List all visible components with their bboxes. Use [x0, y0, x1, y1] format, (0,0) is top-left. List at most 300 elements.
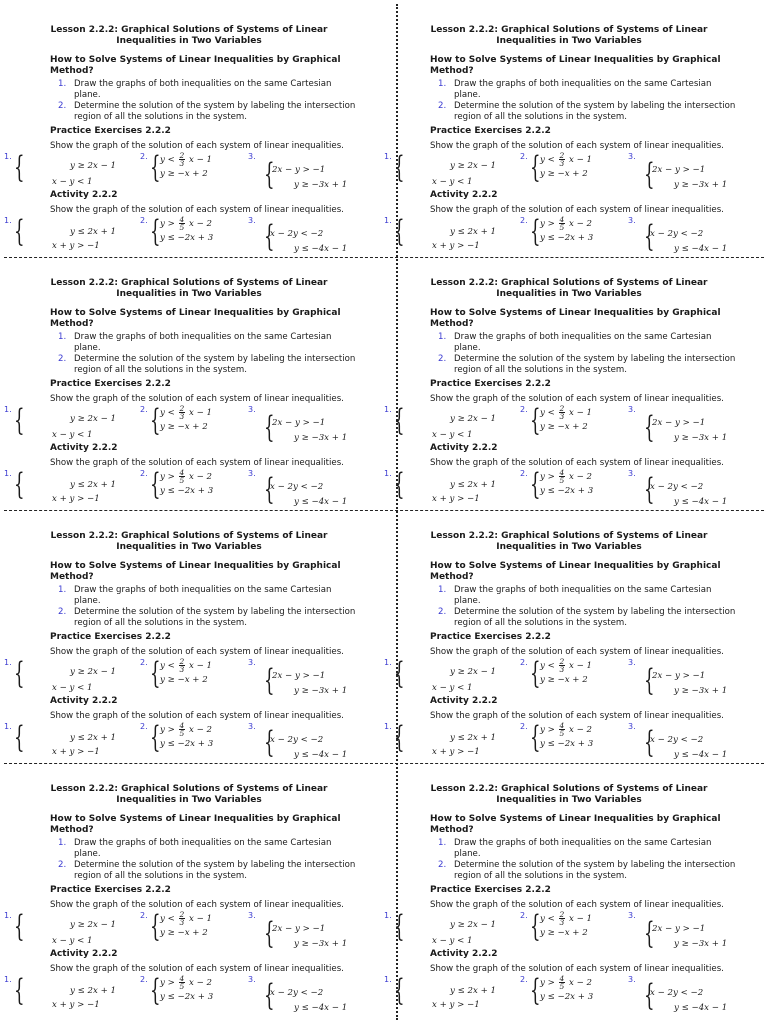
- inequality: x − y < 1: [52, 177, 93, 187]
- item-number: 1.: [4, 469, 12, 478]
- brace: {: [644, 663, 655, 698]
- inequality: y ≤ −4x − 1: [294, 1003, 348, 1013]
- brace: {: [14, 403, 25, 438]
- inequality-part: x − 2: [189, 978, 213, 988]
- method-step: [438, 585, 738, 606]
- step-text: Determine the solution of the system by labeling the intersection region of all the solutions in the system.: [74, 607, 356, 628]
- inequality: x − y < 1: [432, 936, 473, 946]
- practice-system-2: [140, 658, 240, 692]
- fraction-denominator: 5: [559, 729, 565, 738]
- inequality-part: y >: [540, 725, 555, 735]
- inequality-part: y >: [160, 219, 175, 229]
- item-number: 1.: [384, 722, 392, 731]
- activity-system-1: [4, 975, 134, 1009]
- item-number: 1.: [384, 405, 392, 414]
- method-steps: [438, 79, 738, 123]
- inequality-part: y <: [160, 408, 175, 418]
- inequality: y ≤ −4x − 1: [294, 244, 348, 254]
- fraction-denominator: 5: [179, 729, 185, 738]
- practice-heading: Practice Exercises 2.2.2: [50, 379, 171, 389]
- method-step: [438, 354, 738, 375]
- step-text: Draw the graphs of both inequalities on the same Cartesian plane.: [454, 79, 712, 100]
- activity-system-3: [248, 216, 368, 254]
- practice-heading: Practice Exercises 2.2.2: [430, 379, 551, 389]
- practice-system-1: [384, 152, 514, 186]
- brace: {: [150, 720, 161, 755]
- activity-instruction: Show the graph of the solution of each system of linear inequalities.: [50, 964, 344, 974]
- item-number: 2.: [520, 216, 528, 225]
- step-number: 2.: [58, 101, 67, 112]
- brace: {: [530, 214, 541, 249]
- fraction: [179, 911, 186, 926]
- item-number: 1.: [4, 722, 12, 731]
- brace: {: [14, 720, 25, 755]
- fraction: [559, 216, 566, 231]
- method-step: [438, 79, 738, 100]
- practice-system-2: [140, 911, 240, 945]
- fraction: [559, 658, 566, 673]
- brace: {: [530, 909, 541, 944]
- lesson-card: [384, 257, 756, 507]
- inequality: 2x − y > −1: [652, 418, 706, 428]
- step-text: Draw the graphs of both inequalities on the same Cartesian plane.: [454, 838, 712, 859]
- brace: {: [394, 150, 405, 185]
- lesson-title-line: Inequalities in Two Variables: [116, 289, 262, 299]
- lesson-title-line: Lesson 2.2.2: Graphical Solutions of Systems of Linear: [430, 278, 708, 288]
- practice-system-2: [140, 405, 240, 439]
- brace: {: [14, 909, 25, 944]
- step-text: Determine the solution of the system by labeling the intersection region of all the solutions in the system.: [454, 607, 736, 628]
- method-step: [58, 79, 358, 100]
- practice-system-1: [4, 658, 134, 692]
- inequality: y ≥ −x + 2: [160, 675, 208, 685]
- lesson-title-line: Lesson 2.2.2: Graphical Solutions of Systems of Linear: [430, 531, 708, 541]
- item-number: 1.: [4, 911, 12, 920]
- lesson-card: [384, 510, 756, 760]
- item-number: 1.: [4, 152, 12, 161]
- brace: {: [264, 916, 275, 951]
- activity-system-2: [520, 469, 620, 503]
- inequality: y ≤ −2x + 3: [540, 992, 594, 1002]
- inequality-part: y <: [160, 914, 175, 924]
- fraction-numerator: 2: [559, 910, 565, 919]
- practice-system-3: [248, 911, 368, 951]
- inequality-part: y <: [160, 155, 175, 165]
- practice-system-3: [248, 658, 368, 698]
- inequality-part: x − 1: [189, 914, 213, 924]
- inequality-part: x − 2: [569, 219, 593, 229]
- brace: {: [14, 467, 25, 502]
- inequality: x − y < 1: [52, 683, 93, 693]
- brace: {: [530, 973, 541, 1008]
- step-number: 2.: [438, 860, 447, 871]
- step-text: Draw the graphs of both inequalities on the same Cartesian plane.: [74, 332, 332, 353]
- fraction: [179, 405, 186, 420]
- inequality: 2x − y > −1: [272, 418, 326, 428]
- inequality: y ≥ −x + 2: [540, 169, 588, 179]
- item-number: 3.: [628, 216, 636, 225]
- item-number: 1.: [384, 152, 392, 161]
- fraction: [179, 722, 186, 737]
- step-text: Draw the graphs of both inequalities on the same Cartesian plane.: [454, 585, 712, 606]
- lesson-title: [404, 25, 734, 47]
- practice-system-2: [140, 152, 240, 186]
- step-text: Determine the solution of the system by labeling the intersection region of all the solutions in the system.: [454, 101, 736, 122]
- method-steps: [438, 838, 738, 882]
- fraction-numerator: 4: [559, 721, 565, 730]
- item-number: 2.: [140, 405, 148, 414]
- inequality-part: x − 1: [189, 408, 213, 418]
- inequality: y ≤ −2x + 3: [540, 739, 594, 749]
- item-number: 3.: [248, 469, 256, 478]
- inequality: y ≥ −3x + 1: [674, 939, 728, 949]
- inequality-part: x − 1: [569, 661, 593, 671]
- brace: {: [264, 410, 275, 445]
- practice-instruction: Show the graph of the solution of each system of linear inequalities.: [50, 647, 344, 657]
- practice-system-2: [520, 658, 620, 692]
- inequality: 2x − y > −1: [272, 165, 326, 175]
- method-step: [58, 354, 358, 375]
- method-steps: [438, 332, 738, 376]
- brace: {: [394, 467, 405, 502]
- fraction-numerator: 2: [179, 151, 185, 160]
- step-number: 2.: [58, 860, 67, 871]
- inequality: [540, 469, 592, 484]
- method-step: [438, 860, 738, 881]
- inequality: 2x − y > −1: [272, 924, 326, 934]
- item-number: 3.: [628, 405, 636, 414]
- brace: {: [394, 909, 405, 944]
- practice-system-1: [384, 405, 514, 439]
- practice-system-2: [520, 405, 620, 439]
- lesson-title-line: Inequalities in Two Variables: [116, 36, 262, 46]
- inequality-part: y <: [540, 155, 555, 165]
- brace: {: [150, 973, 161, 1008]
- inequality: x + y > −1: [432, 1000, 480, 1010]
- brace: {: [394, 403, 405, 438]
- lesson-title-line: Lesson 2.2.2: Graphical Solutions of Systems of Linear: [50, 784, 328, 794]
- brace: {: [14, 973, 25, 1008]
- inequality: [160, 975, 212, 990]
- fraction-denominator: 5: [559, 982, 565, 991]
- inequality: y ≥ −3x + 1: [674, 433, 728, 443]
- activity-system-2: [140, 216, 240, 250]
- brace: {: [14, 214, 25, 249]
- step-text: Determine the solution of the system by labeling the intersection region of all the solutions in the system.: [74, 860, 356, 881]
- fraction-denominator: 3: [179, 665, 185, 674]
- step-text: Draw the graphs of both inequalities on the same Cartesian plane.: [74, 79, 332, 100]
- lesson-title-line: Inequalities in Two Variables: [116, 795, 262, 805]
- inequality: [540, 216, 592, 231]
- practice-system-3: [248, 152, 368, 192]
- inequality: x − y < 1: [432, 430, 473, 440]
- method-heading: How to Solve Systems of Linear Inequalities by Graphical Method?: [50, 561, 341, 582]
- activity-heading: Activity 2.2.2: [50, 949, 118, 959]
- step-text: Draw the graphs of both inequalities on the same Cartesian plane.: [74, 585, 332, 606]
- fraction-denominator: 3: [559, 159, 565, 168]
- fraction-denominator: 3: [179, 918, 185, 927]
- inequality: [160, 722, 212, 737]
- activity-heading: Activity 2.2.2: [50, 696, 118, 706]
- inequality: [540, 975, 592, 990]
- brace: {: [394, 973, 405, 1008]
- inequality: x − 2y < −2: [270, 735, 324, 745]
- inequality: 2x − y > −1: [652, 924, 706, 934]
- inequality: y ≤ −2x + 3: [160, 739, 214, 749]
- item-number: 2.: [520, 911, 528, 920]
- inequality: x − y < 1: [432, 683, 473, 693]
- inequality: x − 2y < −2: [650, 735, 704, 745]
- step-number: 1.: [438, 838, 447, 848]
- lesson-title-line: Lesson 2.2.2: Graphical Solutions of Systems of Linear: [50, 25, 328, 35]
- step-text: Draw the graphs of both inequalities on the same Cartesian plane.: [74, 838, 332, 859]
- item-number: 3.: [248, 722, 256, 731]
- inequality: x + y > −1: [52, 747, 100, 757]
- lesson-title-line: Lesson 2.2.2: Graphical Solutions of Systems of Linear: [50, 278, 328, 288]
- method-steps: [438, 585, 738, 629]
- fraction-numerator: 4: [179, 468, 185, 477]
- fraction-denominator: 3: [559, 918, 565, 927]
- item-number: 3.: [248, 216, 256, 225]
- inequality: y ≥ −x + 2: [540, 422, 588, 432]
- inequality: y ≥ −3x + 1: [294, 180, 348, 190]
- activity-heading: Activity 2.2.2: [430, 949, 498, 959]
- lesson-title: [24, 531, 354, 553]
- brace: {: [644, 410, 655, 445]
- practice-instruction: Show the graph of the solution of each system of linear inequalities.: [430, 394, 724, 404]
- activity-system-2: [140, 722, 240, 756]
- activity-instruction: Show the graph of the solution of each system of linear inequalities.: [50, 205, 344, 215]
- method-heading: How to Solve Systems of Linear Inequalities by Graphical Method?: [50, 55, 341, 76]
- fraction-denominator: 5: [179, 223, 185, 232]
- method-heading: How to Solve Systems of Linear Inequalities by Graphical Method?: [430, 814, 721, 835]
- fraction-numerator: 2: [179, 910, 185, 919]
- inequality: x + y > −1: [432, 494, 480, 504]
- inequality: y ≤ −4x − 1: [294, 750, 348, 760]
- inequality: y ≤ 2x + 1: [70, 733, 116, 743]
- inequality: y ≥ −3x + 1: [674, 686, 728, 696]
- item-number: 2.: [140, 658, 148, 667]
- inequality: x − 2y < −2: [650, 482, 704, 492]
- activity-instruction: Show the graph of the solution of each system of linear inequalities.: [50, 711, 344, 721]
- activity-heading: Activity 2.2.2: [50, 443, 118, 453]
- fraction: [559, 469, 566, 484]
- activity-heading: Activity 2.2.2: [430, 443, 498, 453]
- inequality: y ≤ 2x + 1: [70, 227, 116, 237]
- item-number: 3.: [248, 658, 256, 667]
- step-number: 1.: [58, 332, 67, 342]
- item-number: 2.: [140, 722, 148, 731]
- method-steps: [58, 332, 358, 376]
- inequality-part: y >: [540, 219, 555, 229]
- activity-system-3: [248, 469, 368, 507]
- inequality: y ≤ 2x + 1: [450, 480, 496, 490]
- method-heading: How to Solve Systems of Linear Inequalities by Graphical Method?: [430, 55, 721, 76]
- brace: {: [150, 656, 161, 691]
- activity-system-1: [384, 469, 514, 503]
- activity-system-1: [4, 722, 134, 756]
- fraction-numerator: 4: [179, 215, 185, 224]
- item-number: 2.: [140, 469, 148, 478]
- item-number: 2.: [140, 152, 148, 161]
- inequality-part: x − 1: [569, 408, 593, 418]
- item-number: 3.: [628, 911, 636, 920]
- lesson-title-line: Inequalities in Two Variables: [496, 795, 642, 805]
- fraction: [559, 405, 566, 420]
- lesson-card: [4, 4, 376, 254]
- method-heading: How to Solve Systems of Linear Inequalities by Graphical Method?: [50, 308, 341, 329]
- inequality-part: x − 1: [569, 914, 593, 924]
- inequality: x + y > −1: [52, 241, 100, 251]
- brace: {: [530, 656, 541, 691]
- lesson-card: [384, 763, 756, 1013]
- fraction-denominator: 5: [179, 476, 185, 485]
- inequality-part: y <: [540, 914, 555, 924]
- step-number: 2.: [58, 607, 67, 618]
- inequality-part: x − 2: [569, 725, 593, 735]
- item-number: 1.: [4, 658, 12, 667]
- item-number: 2.: [520, 722, 528, 731]
- activity-system-2: [520, 722, 620, 756]
- inequality: y ≤ −2x + 3: [160, 486, 214, 496]
- inequality-part: x − 1: [189, 661, 213, 671]
- fraction-numerator: 4: [559, 215, 565, 224]
- item-number: 3.: [248, 975, 256, 984]
- inequality: y ≤ 2x + 1: [450, 733, 496, 743]
- inequality: y ≤ −4x − 1: [674, 1003, 728, 1013]
- item-number: 3.: [248, 911, 256, 920]
- inequality: y ≥ 2x − 1: [450, 161, 496, 171]
- activity-system-3: [248, 975, 368, 1013]
- activity-system-2: [140, 975, 240, 1009]
- inequality: [540, 658, 592, 673]
- step-number: 1.: [438, 585, 447, 595]
- lesson-title-line: Lesson 2.2.2: Graphical Solutions of Systems of Linear: [50, 531, 328, 541]
- practice-system-3: [628, 911, 748, 951]
- inequality: [160, 469, 212, 484]
- practice-instruction: Show the graph of the solution of each system of linear inequalities.: [50, 900, 344, 910]
- step-number: 2.: [438, 101, 447, 112]
- item-number: 1.: [384, 911, 392, 920]
- step-number: 1.: [58, 79, 67, 89]
- brace: {: [264, 219, 275, 254]
- brace: {: [644, 157, 655, 192]
- brace: {: [14, 656, 25, 691]
- lesson-card: [384, 4, 756, 254]
- practice-system-1: [4, 405, 134, 439]
- practice-heading: Practice Exercises 2.2.2: [50, 126, 171, 136]
- fraction-numerator: 2: [179, 657, 185, 666]
- practice-instruction: Show the graph of the solution of each system of linear inequalities.: [50, 141, 344, 151]
- brace: {: [394, 214, 405, 249]
- activity-instruction: Show the graph of the solution of each system of linear inequalities.: [430, 964, 724, 974]
- fraction: [559, 722, 566, 737]
- method-step: [58, 860, 358, 881]
- inequality: y ≤ 2x + 1: [70, 480, 116, 490]
- brace: {: [530, 467, 541, 502]
- step-number: 2.: [438, 607, 447, 618]
- inequality: [160, 658, 212, 673]
- inequality: y ≤ −4x − 1: [674, 750, 728, 760]
- item-number: 3.: [628, 658, 636, 667]
- inequality: [540, 152, 592, 167]
- item-number: 3.: [628, 152, 636, 161]
- lesson-card: [4, 510, 376, 760]
- inequality: x − 2y < −2: [270, 482, 324, 492]
- step-text: Determine the solution of the system by labeling the intersection region of all the solutions in the system.: [454, 860, 736, 881]
- item-number: 2.: [520, 975, 528, 984]
- inequality: [540, 911, 592, 926]
- inequality: y ≤ −4x − 1: [674, 244, 728, 254]
- practice-instruction: Show the graph of the solution of each system of linear inequalities.: [430, 900, 724, 910]
- fraction-numerator: 2: [559, 151, 565, 160]
- inequality: x − 2y < −2: [650, 229, 704, 239]
- inequality-part: y >: [160, 472, 175, 482]
- method-heading: How to Solve Systems of Linear Inequalities by Graphical Method?: [430, 308, 721, 329]
- inequality-part: y >: [540, 978, 555, 988]
- inequality: x − y < 1: [432, 177, 473, 187]
- fraction-denominator: 3: [559, 665, 565, 674]
- inequality: y ≥ −x + 2: [540, 675, 588, 685]
- practice-system-2: [520, 911, 620, 945]
- brace: {: [150, 214, 161, 249]
- activity-instruction: Show the graph of the solution of each system of linear inequalities.: [430, 205, 724, 215]
- brace: {: [644, 472, 655, 507]
- practice-system-1: [384, 658, 514, 692]
- method-steps: [58, 79, 358, 123]
- inequality: y ≥ −3x + 1: [674, 180, 728, 190]
- activity-system-1: [384, 722, 514, 756]
- fraction-numerator: 2: [179, 404, 185, 413]
- practice-system-1: [384, 911, 514, 945]
- item-number: 1.: [4, 405, 12, 414]
- fraction-denominator: 3: [559, 412, 565, 421]
- practice-system-3: [628, 405, 748, 445]
- step-text: Determine the solution of the system by labeling the intersection region of all the solutions in the system.: [454, 354, 736, 375]
- inequality: [540, 722, 592, 737]
- activity-system-2: [520, 216, 620, 250]
- inequality: y ≥ 2x − 1: [70, 920, 116, 930]
- step-number: 2.: [438, 354, 447, 365]
- inequality: x − y < 1: [52, 430, 93, 440]
- fraction: [179, 152, 186, 167]
- item-number: 2.: [140, 911, 148, 920]
- inequality: [160, 911, 212, 926]
- activity-instruction: Show the graph of the solution of each system of linear inequalities.: [430, 458, 724, 468]
- inequality: x − y < 1: [52, 936, 93, 946]
- inequality: y ≥ 2x − 1: [450, 414, 496, 424]
- practice-system-1: [4, 152, 134, 186]
- lesson-title-line: Lesson 2.2.2: Graphical Solutions of Systems of Linear: [430, 25, 708, 35]
- method-step: [58, 101, 358, 122]
- practice-heading: Practice Exercises 2.2.2: [430, 885, 551, 895]
- inequality: [160, 152, 212, 167]
- practice-heading: Practice Exercises 2.2.2: [50, 885, 171, 895]
- item-number: 3.: [248, 152, 256, 161]
- practice-system-3: [628, 658, 748, 698]
- item-number: 1.: [384, 975, 392, 984]
- method-steps: [58, 585, 358, 629]
- lesson-title: [404, 531, 734, 553]
- activity-system-3: [628, 469, 748, 507]
- inequality: y ≥ −3x + 1: [294, 686, 348, 696]
- inequality: y ≥ 2x − 1: [70, 414, 116, 424]
- lesson-title: [24, 278, 354, 300]
- item-number: 2.: [520, 469, 528, 478]
- fraction-numerator: 4: [559, 974, 565, 983]
- brace: {: [264, 157, 275, 192]
- item-number: 2.: [520, 152, 528, 161]
